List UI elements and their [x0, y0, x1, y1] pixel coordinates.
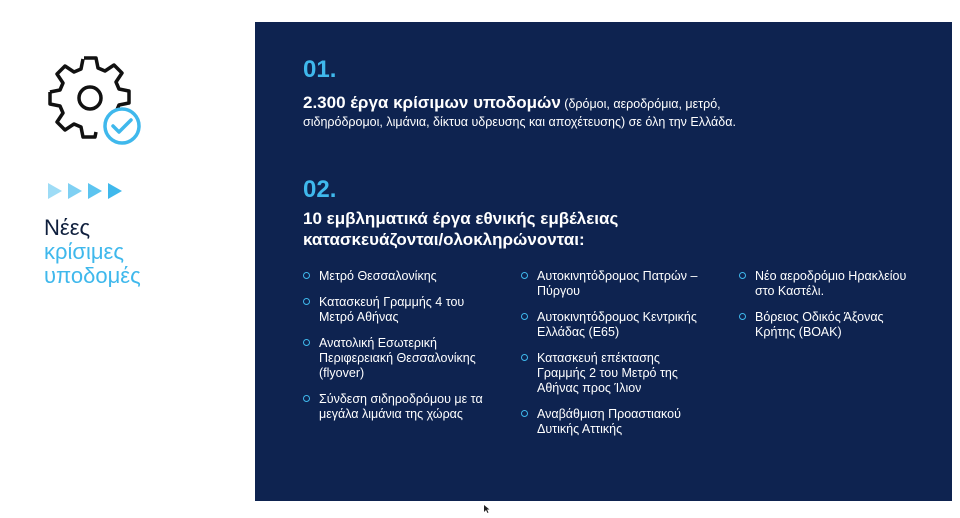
content-panel: [255, 22, 952, 501]
side-title-line3: υποδομές: [44, 263, 141, 288]
section2-heading-line2: κατασκευάζονται/ολοκληρώνονται:: [303, 230, 585, 249]
section1-detail-text: (δρόμοι, αεροδρόμια, μετρό, σιδηρόδρομοι, λιμάνια, δίκτυα υδρευσης και αποχέτευσης) σε όλη την Ελλάδα.: [303, 97, 736, 129]
bullet-icon: [521, 313, 528, 320]
arrow-right-icon: [108, 183, 122, 199]
projects-column-1: [303, 269, 488, 433]
bullet-icon: [303, 298, 310, 305]
list-item: Αυτοκινητόδρομος Κεντρικής Ελλάδας (Ε65): [521, 310, 706, 340]
list-item: Κατασκευή Γραμμής 4 του Μετρό Αθήνας: [303, 295, 488, 325]
side-title-line1: Νέες: [44, 215, 91, 240]
side-title: [44, 216, 141, 288]
list-item: Σύνδεση σιδηροδρόμου με τα μεγάλα λιμάνια της χώρας: [303, 392, 488, 422]
bullet-icon: [521, 272, 528, 279]
section2-heading: [303, 208, 723, 250]
side-title-line2: κρίσιμες: [44, 239, 124, 264]
projects-column-2: [521, 269, 706, 448]
arrow-right-icon: [48, 183, 62, 199]
projects-column-3: [739, 269, 924, 351]
list-item: Ανατολική Εσωτερική Περιφερειακή Θεσσαλονίκης (flyover): [303, 336, 488, 381]
bullet-icon: [303, 272, 310, 279]
bullet-icon: [521, 354, 528, 361]
section1-text: [303, 94, 773, 131]
section1-number: 01.: [303, 56, 337, 83]
gear-check-illustration: [46, 54, 146, 150]
bullet-icon: [521, 410, 528, 417]
arrow-right-icon: [68, 183, 82, 199]
bullet-icon: [739, 272, 746, 279]
list-item: Αναβάθμιση Προαστιακού Δυτικής Αττικής: [521, 407, 706, 437]
list-item: Αυτοκινητόδρομος Πατρών – Πύργου: [521, 269, 706, 299]
mouse-cursor-icon: [484, 500, 490, 518]
list-item: Βόρειος Οδικός Άξονας Κρήτης (ΒΟΑΚ): [739, 310, 924, 340]
bullet-icon: [303, 339, 310, 346]
list-item: Μετρό Θεσσαλονίκης: [303, 269, 488, 284]
section1-bold-text: 2.300 έργα κρίσιμων υποδομών: [303, 93, 561, 112]
section2-number: 02.: [303, 176, 337, 203]
bullet-icon: [303, 395, 310, 402]
bullet-icon: [739, 313, 746, 320]
list-item: Κατασκευή επέκτασης Γραμμής 2 του Μετρό της Αθήνας προς Ίλιον: [521, 351, 706, 396]
list-item: Νέο αεροδρόμιο Ηρακλείου στο Καστέλι.: [739, 269, 924, 299]
checkmark-circle-icon: [102, 106, 142, 146]
section2-heading-line1: 10 εμβληματικά έργα εθνικής εμβέλειας: [303, 209, 619, 228]
decorative-arrows: [48, 183, 122, 199]
arrow-right-icon: [88, 183, 102, 199]
